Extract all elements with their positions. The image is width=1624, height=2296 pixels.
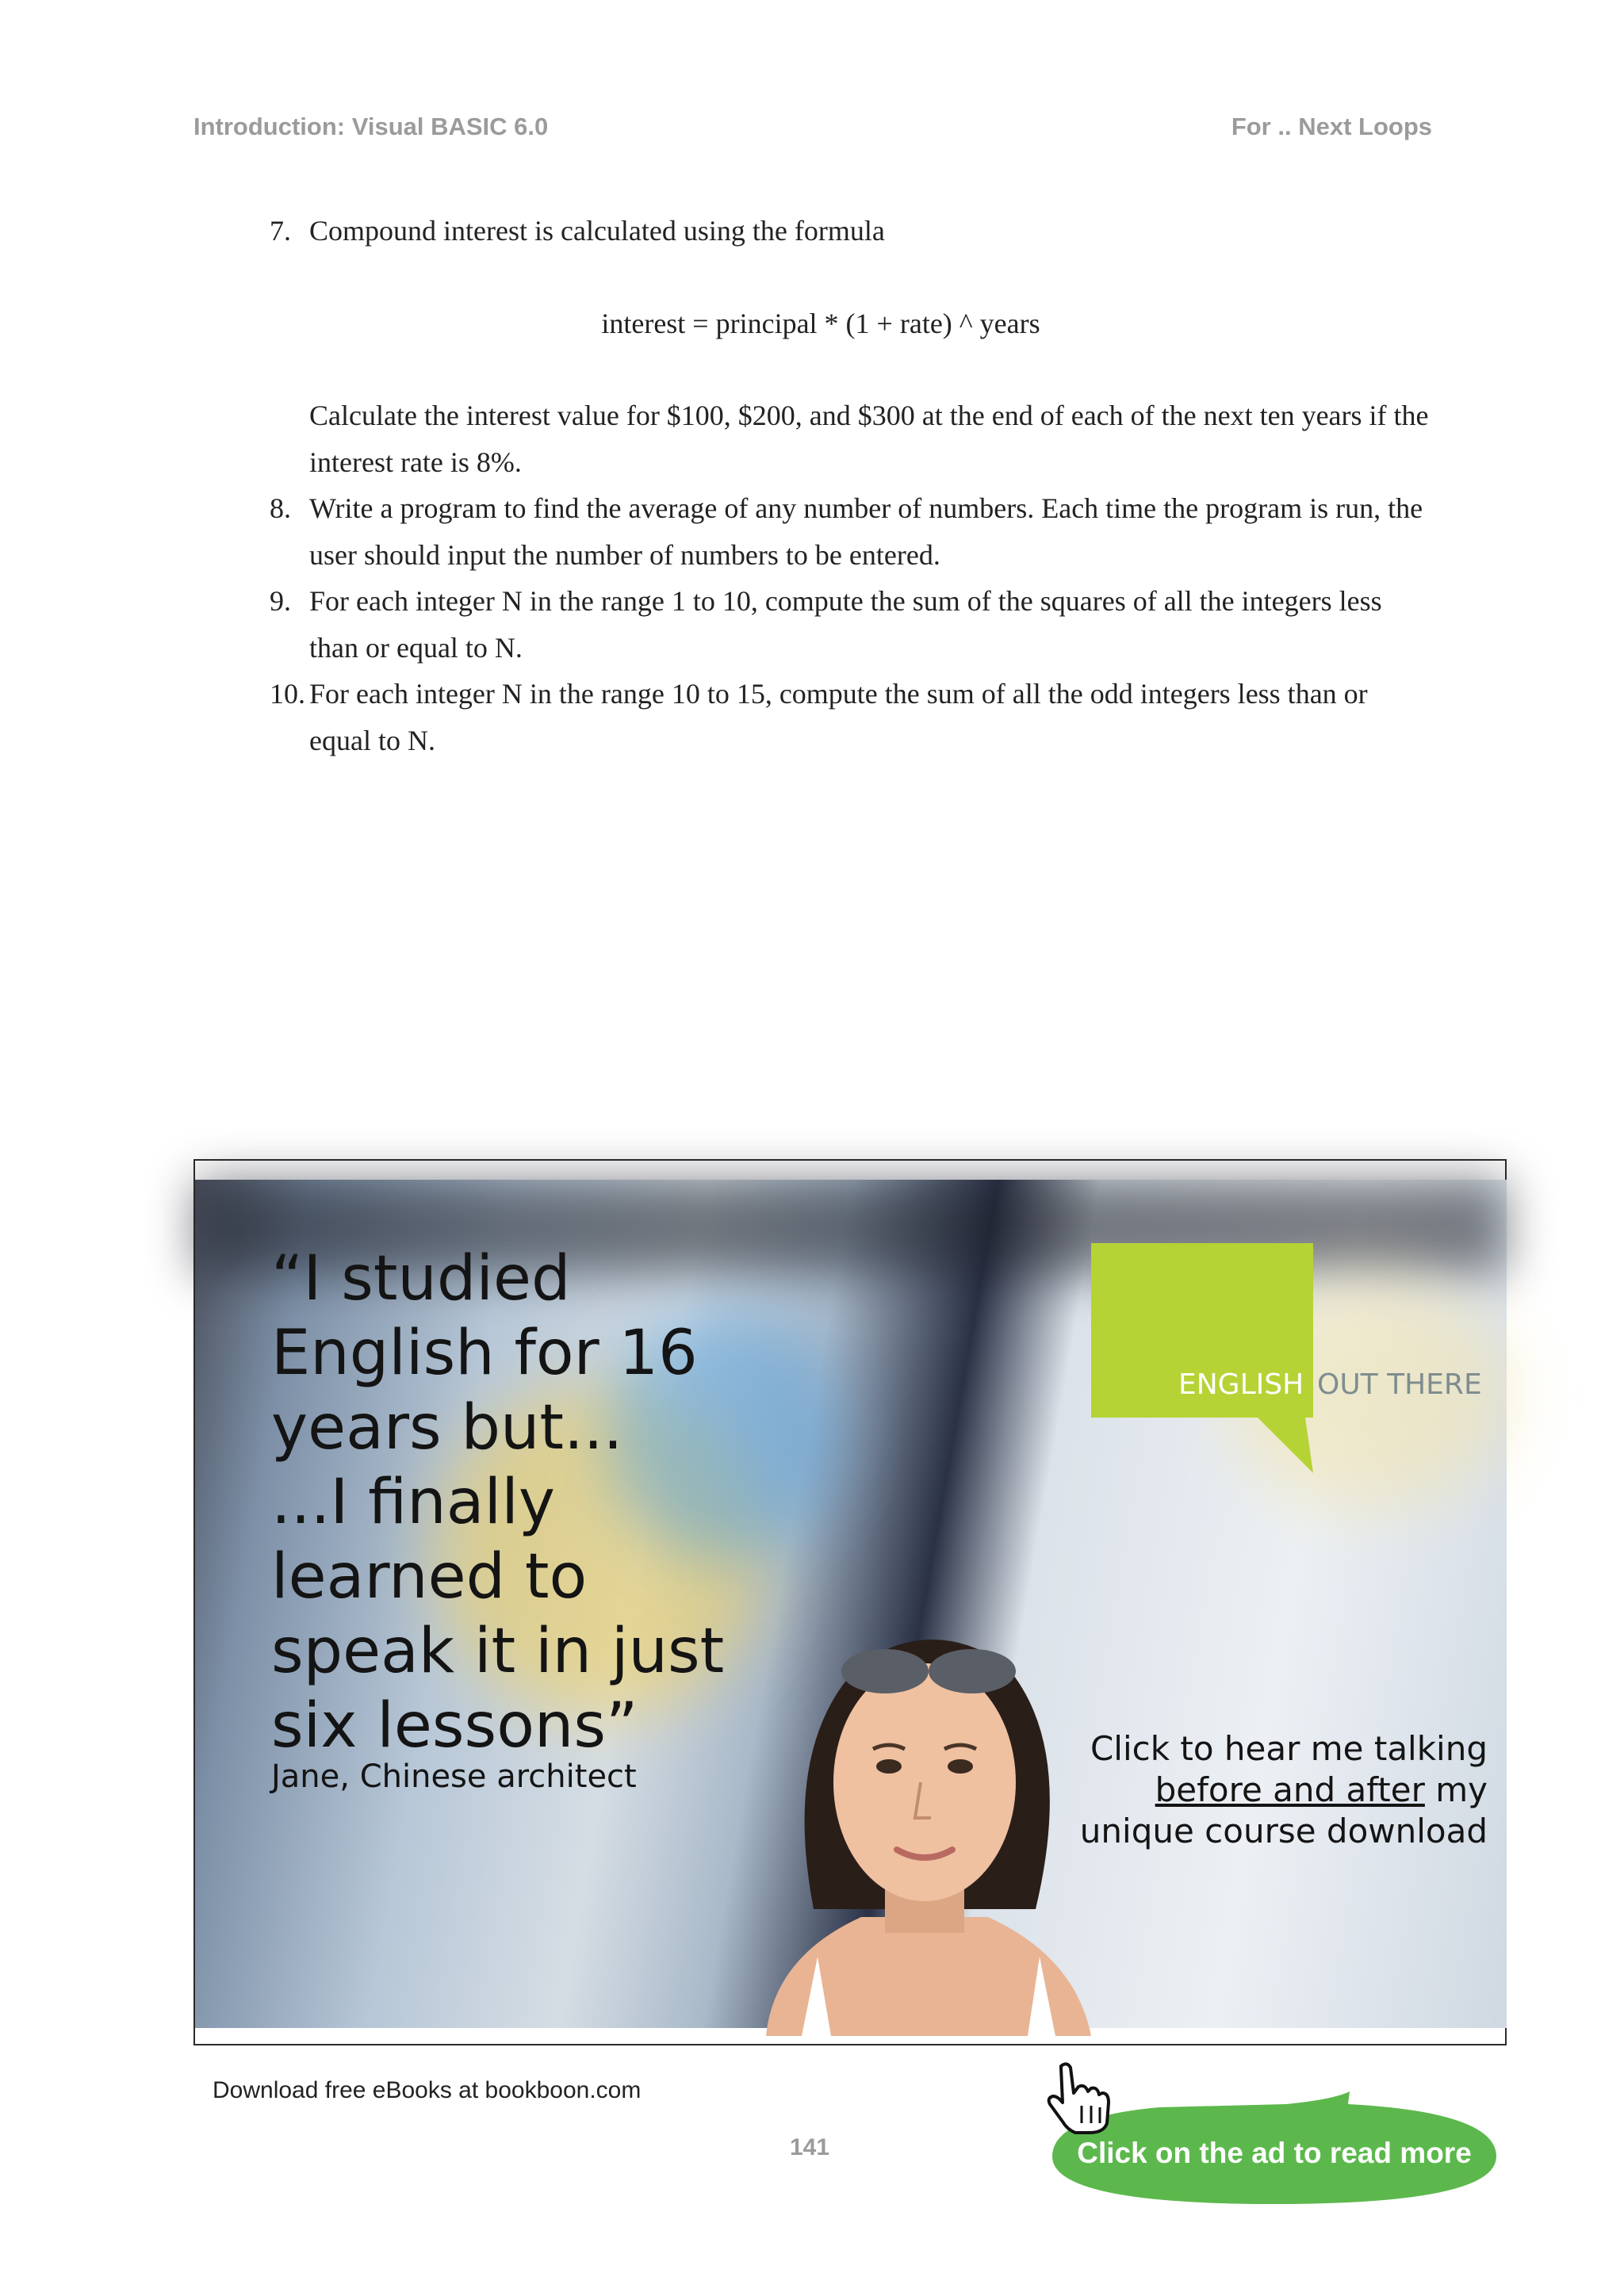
before-after-link[interactable]: before and after xyxy=(1155,1770,1425,1809)
advertisement-banner[interactable] xyxy=(193,1159,1507,2045)
exercise-item xyxy=(270,208,1435,485)
exercise-number: 7. xyxy=(270,215,291,247)
hear-line: Click to hear me talking xyxy=(1090,1729,1488,1768)
exercise-text: For each integer N in the range 10 to 15, compute the sum of all the odd integers less than or equal to N. xyxy=(309,678,1368,756)
exercise-text: Write a program to find the average of any number of numbers. Each time the program is run, the user should input the number of numbers to be entered. xyxy=(309,492,1423,571)
exercise-item xyxy=(270,578,1435,671)
page-number: 141 xyxy=(790,2134,830,2160)
exercise-number: 8. xyxy=(270,492,291,524)
quote-line: English for 16 xyxy=(271,1318,698,1389)
exercise-number: 9. xyxy=(270,585,291,617)
running-header-section: For .. Next Loops xyxy=(1231,113,1432,140)
ad-quote xyxy=(271,1242,724,1763)
exercise-text: For each integer N in the range 1 to 10, compute the sum of the squares of all the integers less than or equal to N. xyxy=(309,585,1382,664)
english-out-there-logo xyxy=(1083,1235,1482,1473)
exercise-text: Compound interest is calculated using the formula xyxy=(309,215,885,247)
quote-line: years but... xyxy=(271,1392,623,1464)
logo-word-english: ENGLISH xyxy=(1178,1368,1304,1401)
quote-line: speak it in just xyxy=(271,1616,725,1687)
ad-background-photo xyxy=(195,1180,1507,2028)
running-header-title: Introduction: Visual BASIC 6.0 xyxy=(193,113,549,140)
formula: interest = principal * (1 + rate) ^ years xyxy=(601,307,1040,339)
quote-line: ...I finally xyxy=(271,1467,556,1538)
hear-line: unique course download xyxy=(1079,1812,1488,1850)
exercise-item xyxy=(270,485,1435,578)
hear-line: my xyxy=(1424,1770,1488,1809)
quote-line: six lessons” xyxy=(271,1690,638,1762)
exercise-followup: Calculate the interest value for $100, $200, and $300 at the end of each of the next ten years if the interest rate is 8%. xyxy=(309,400,1429,478)
exercise-item xyxy=(270,671,1435,763)
download-ebooks-link[interactable]: Download free eBooks at bookboon.com xyxy=(213,2077,642,2103)
exercise-list xyxy=(270,208,1435,763)
logo-word-out-there: OUT THERE xyxy=(1317,1368,1482,1401)
read-more-label[interactable]: Click on the ad to read more xyxy=(1077,2137,1472,2169)
quote-line: learned to xyxy=(271,1541,588,1613)
ad-attribution: Jane, Chinese architect xyxy=(271,1758,637,1795)
hand-cursor-icon xyxy=(1045,2060,1113,2136)
ad-hear-link-text[interactable] xyxy=(1080,1728,1488,1852)
exercise-number: 10. xyxy=(270,678,305,710)
quote-line: “I studied xyxy=(271,1243,571,1314)
